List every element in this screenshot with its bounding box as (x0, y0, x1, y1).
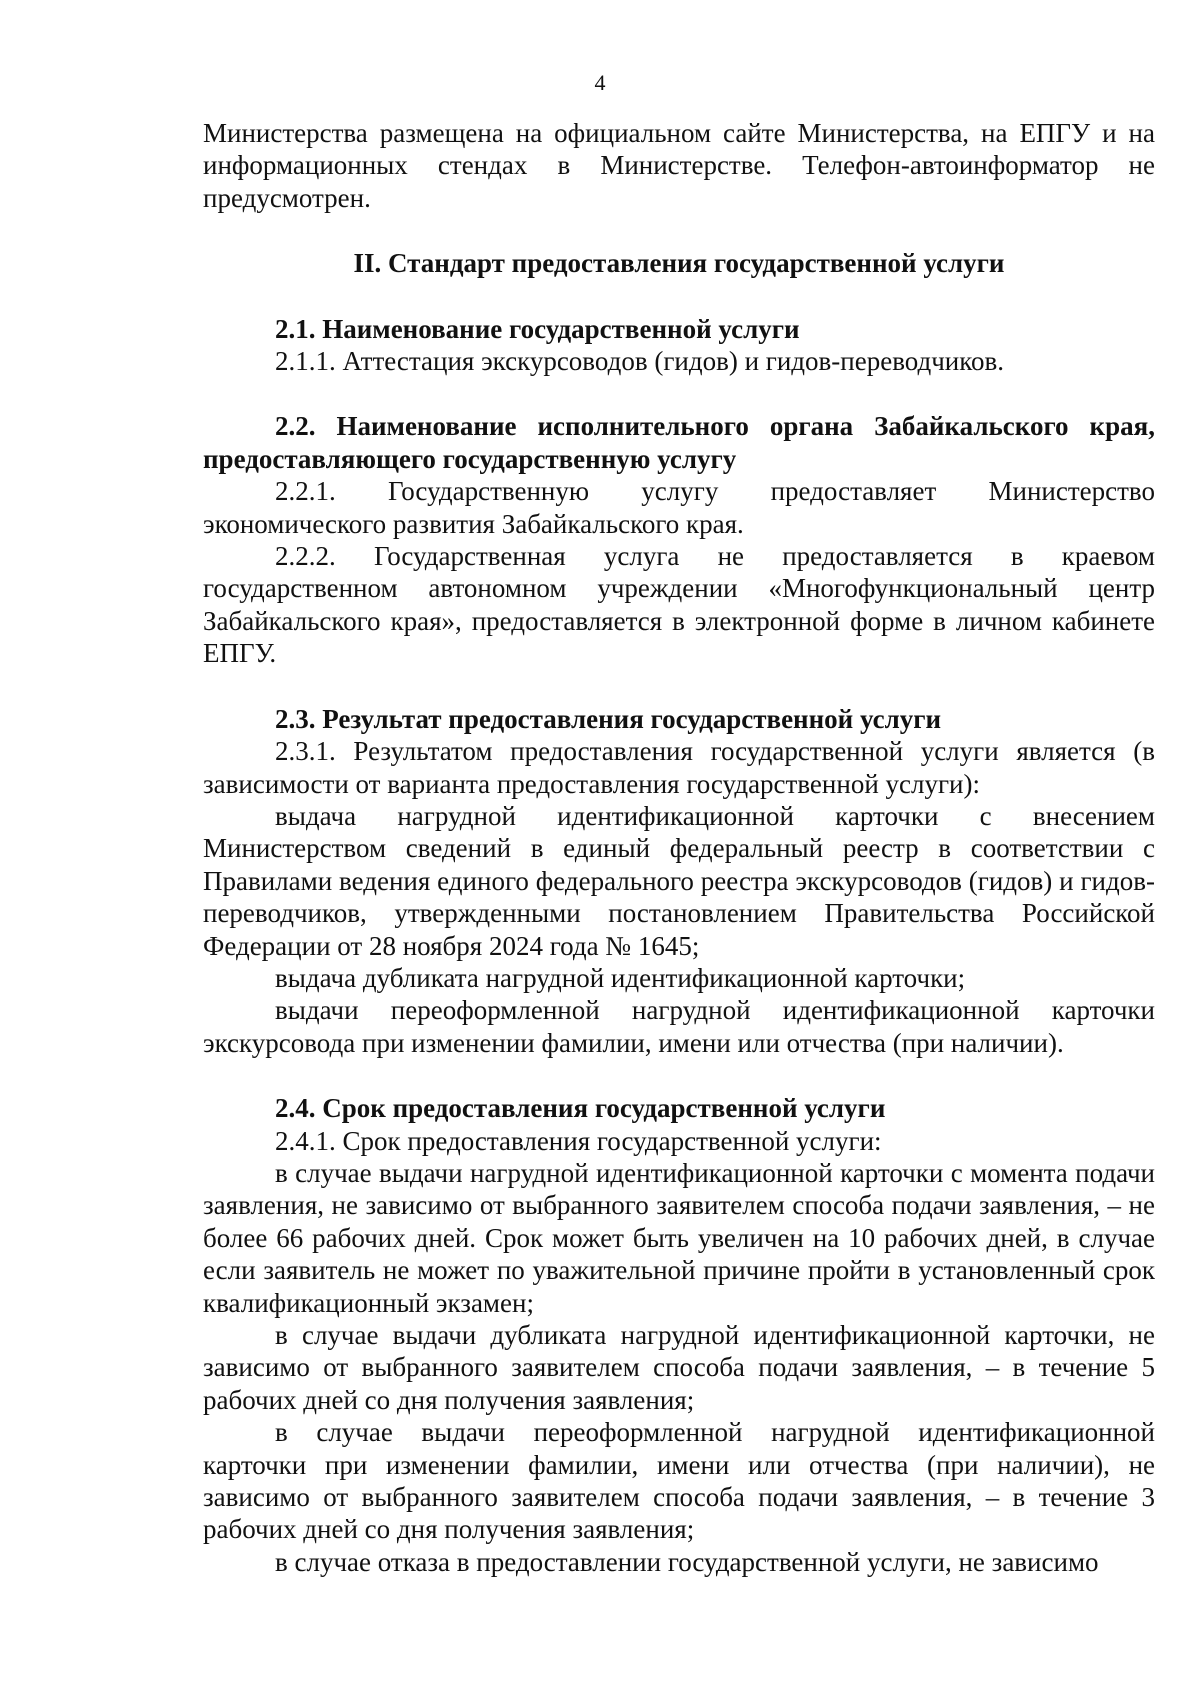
paragraph-2-2-2: 2.2.2. Государственная услуга не предоставляется в краевом государственном автономном учреждении «Многофункциональный центр Забайкальского края», предоставляется в электронной форме в личном кабинете ЕПГУ. (203, 541, 1155, 669)
paragraph-2-2-1: 2.2.1. Государственную услугу предоставляет Министерство экономического развития Забайкальского края. (203, 476, 1155, 539)
paragraph-result-reissued: выдачи переоформленной нагрудной идентификационной карточки экскурсовода при изменении фамилии, имени или отчества (при наличии). (203, 995, 1155, 1058)
section-2-2 (203, 410, 1155, 669)
section-2-3 (203, 703, 1155, 1059)
section-2-3-heading: 2.3. Результат предоставления государственной услуги (275, 703, 942, 734)
chapter-title: II. Стандарт предоставления государственной услуги (353, 248, 1005, 279)
paragraph-term-duplicate: в случае выдачи дубликата нагрудной идентификационной карточки, не зависимо от выбранного заявителем способа подачи заявления, – в течение 5 рабочих дней со дня получения заявления; (203, 1320, 1155, 1415)
paragraph-result-duplicate: выдача дубликата нагрудной идентификационной карточки; (275, 962, 966, 993)
paragraph-2-3-1: 2.3.1. Результатом предоставления государственной услуги является (в зависимости от варианта предоставления государственной услуги): (203, 736, 1155, 799)
document-body (203, 117, 1155, 1578)
paragraph-2-1-1: 2.1.1. Аттестация экскурсоводов (гидов) и гидов-переводчиков. (275, 346, 1004, 377)
paragraph-term-refusal: в случае отказа в предоставлении государственной услуги, не зависимо (275, 1546, 1099, 1577)
section-2-1 (203, 313, 1155, 378)
paragraph-term-card: в случае выдачи нагрудной идентификационной карточки с момента подачи заявления, не зависимо от выбранного заявителем способа подачи заявления, – не более 66 рабочих дней. Срок может быть увеличен на 10 рабочих дней, в случае если заявитель не может по уважительной причине пройти в установленный срок квалификационный экзамен; (203, 1157, 1155, 1318)
section-2-1-heading: 2.1. Наименование государственной услуги (275, 313, 800, 344)
intro-paragraph: Министерства размещена на официальном сайте Министерства, на ЕПГУ и на информационных стендах в Министерстве. Телефон-автоинформатор не предусмотрен. (203, 118, 1155, 213)
paragraph-2-4-1: 2.4.1. Срок предоставления государственной услуги: (275, 1125, 882, 1156)
paragraph-result-card: выдача нагрудной идентификационной карточки с внесением Министерством сведений в единый федеральный реестр в соответствии с Правилами ведения единого федерального реестра экскурсоводов (гидов) и гидов-переводчиков, утвержденными постановлением Правительства Российской Федерации от 28 ноября 2024 года № 1645; (203, 800, 1155, 961)
section-2-4 (203, 1092, 1155, 1578)
page-number: 4 (594, 70, 606, 95)
section-2-4-heading: 2.4. Срок предоставления государственной услуги (275, 1093, 886, 1124)
section-2-2-heading: 2.2. Наименование исполнительного органа Забайкальского края, предоставляющего государственную услугу (203, 411, 1155, 474)
paragraph-term-reissued: в случае выдачи переоформленной нагрудной идентификационной карточки при изменении фамилии, имени или отчества (при наличии), не зависимо от выбранного заявителем способа подачи заявления, – в течение 3 рабочих дней со дня получения заявления; (203, 1417, 1155, 1545)
